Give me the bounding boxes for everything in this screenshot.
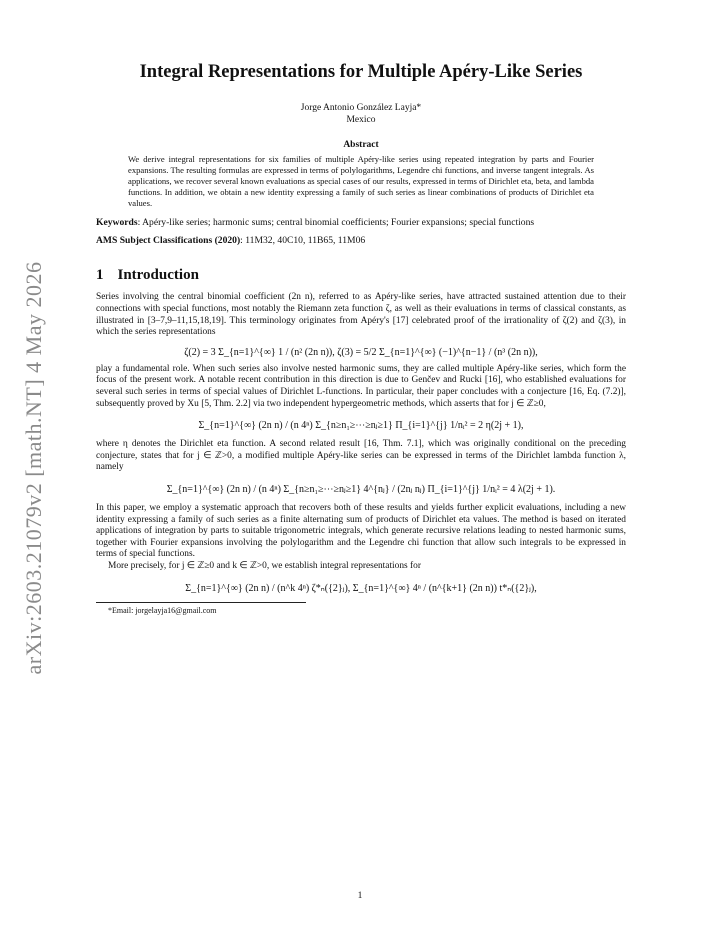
equation-families: Σ_{n=1}^{∞} (2n n) / (n^k 4ⁿ) ζ*ₙ({2}ⱼ), Σ_{n=1}^{∞} 4ⁿ / (n^{k+1} (2n n)) t*ₙ({2}ⱼ),	[185, 582, 537, 594]
footnote-email: *Email: jorgelayja16@gmail.com	[108, 605, 217, 615]
arxiv-identifier: arXiv:2603.21079v2 [math.NT] 4 May 2026	[21, 261, 46, 675]
paragraph-2: play a fundamental role. When such series also involve nested harmonic sums, they are called multiple Apéry-like series, which form the focus of the present work. A notable recent contribution in this direction is due to Genčev and Rucki [16], who established evaluations for several such series in terms of special values of Dirichlet L-functions. In particular, their paper concludes with a conjecture [16, Eq. (7.2)], subsequently proved by Xu [5, Thm. 2.2] via two independent hypergeometric methods, which asserts that for j ∈ ℤ≥0,	[96, 363, 626, 409]
arxiv-sidebar	[14, 0, 54, 932]
section-heading	[96, 267, 626, 284]
keywords	[96, 217, 626, 229]
section-title: Introduction	[117, 267, 199, 284]
abstract-text: We derive integral representations for six families of multiple Apéry-like series using repeated integration by parts and Fourier expansions. The resulting formulas are expressed in terms of polylogarithms, Legendre chi functions, and inverse tangent integrals. As applications, we recover several known evaluations as special cases of our results, expressed in terms of Dirichlet eta, beta, and lambda functions. In addition, we obtain a new identity expressing a family of such series as linear combinations of products of Dirichlet eta values.	[128, 154, 594, 209]
equation-lambda: Σ_{n=1}^{∞} (2n n) / (n 4ⁿ) Σ_{n≥n₁≥⋯≥nⱼ≥1} 4^{nⱼ} / (2nⱼ nⱼ) Π_{i=1}^{j} 1/nᵢ² = 4 λ(2j + 1).	[166, 484, 556, 495]
paragraph-4: In this paper, we employ a systematic approach that recovers both of these results and yields further explicit evaluations, including a new identity expressing a family of such series as a finite alternating sum of products of Dirichlet eta values. The method is based on iterated applications of integration by parts to suitable trigonometric integrals, which generate recursive relations leading to nested harmonic sums, together with Fourier expansions involving the polylogarithm and the Legendre chi function that allow such integrals to be expressed in terms of special functions.	[96, 503, 626, 560]
keywords-label: Keywords	[96, 217, 138, 229]
section-number: 1	[96, 267, 104, 284]
paper-page	[96, 62, 626, 615]
keywords-text: : Apéry-like series; harmonic sums; central binomial coefficients; Fourier expansions; special functions	[137, 217, 535, 229]
paragraph-5: More precisely, for j ∈ ℤ≥0 and k ∈ ℤ>0, we establish integral representations for	[108, 560, 421, 571]
ams-text: : 11M32, 40C10, 11B65, 11M06	[240, 235, 366, 247]
ams-classification	[96, 235, 626, 247]
footnote-rule	[96, 602, 306, 603]
paper-affiliation: Mexico	[346, 115, 376, 125]
paper-title: Integral Representations for Multiple Apéry-Like Series	[139, 62, 583, 82]
ams-label: AMS Subject Classifications (2020)	[96, 235, 241, 247]
paper-author: Jorge Antonio González Layja*	[300, 103, 422, 113]
equation-eta: Σ_{n=1}^{∞} (2n n) / (n 4ⁿ) Σ_{n≥n₁≥⋯≥nⱼ≥1} Π_{i=1}^{j} 1/nᵢ² = 2 η(2j + 1),	[198, 420, 524, 432]
abstract-heading: Abstract	[343, 140, 379, 150]
page-number: 1	[357, 891, 363, 901]
paragraph-1: Series involving the central binomial coefficient (2n n), referred to as Apéry-like series, have attracted sustained attention due to their connections with special functions, most notably the Riemann zeta function ζ, as well as their evaluations in terms of classical constants, as illustrated in [3–7,9–11,15,18,19]. This terminology originates from Apéry's [17] celebrated proof of the irrationality of ζ(2) and ζ(3), in which the series representations	[96, 292, 626, 338]
equation-zeta: ζ(2) = 3 Σ_{n=1}^{∞} 1 / (n² (2n n)), ζ(3) = 5/2 Σ_{n=1}^{∞} (−1)^{n−1} / (n³ (2n n)),	[184, 346, 538, 358]
paragraph-3: where η denotes the Dirichlet eta function. A second related result [16, Thm. 7.1], which was originally conditional on the preceding conjecture, states that for j ∈ ℤ>0, a modified multiple Apéry-like series can be expressed in terms of the Dirichlet lambda function λ, namely	[96, 439, 626, 473]
